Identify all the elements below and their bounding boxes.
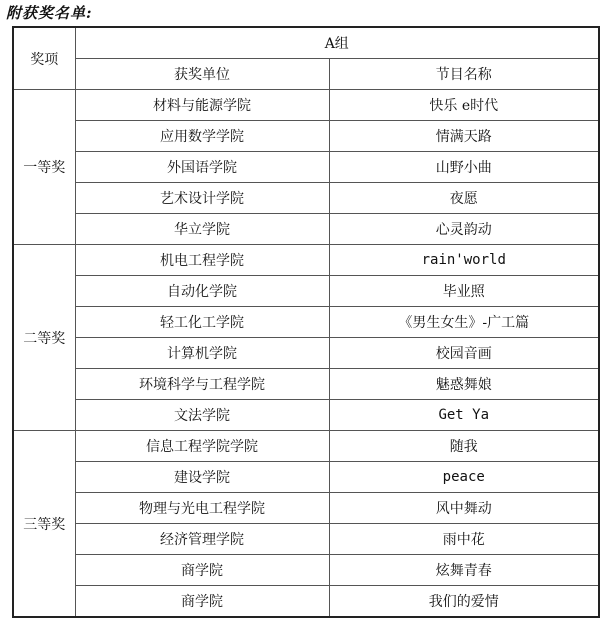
table-row [13, 524, 599, 555]
table-row [13, 555, 599, 586]
table-row [13, 493, 599, 524]
program-cell: 夜愿 [329, 183, 599, 214]
table-row [13, 121, 599, 152]
header-row-2 [13, 59, 599, 90]
program-cell: rain'world [329, 245, 599, 276]
award-tier-label: 二等奖 [13, 245, 75, 431]
program-cell: 雨中花 [329, 524, 599, 555]
table-row [13, 90, 599, 121]
page-heading: 附获奖名单: [6, 4, 93, 22]
program-cell: 随我 [329, 431, 599, 462]
unit-cell: 艺术设计学院 [75, 183, 329, 214]
unit-cell: 商学院 [75, 586, 329, 618]
unit-cell: 物理与光电工程学院 [75, 493, 329, 524]
table-row [13, 338, 599, 369]
table-row [13, 152, 599, 183]
program-cell: 山野小曲 [329, 152, 599, 183]
program-cell: 我们的爱情 [329, 586, 599, 618]
unit-cell: 计算机学院 [75, 338, 329, 369]
program-cell: 炫舞青春 [329, 555, 599, 586]
unit-cell: 材料与能源学院 [75, 90, 329, 121]
program-cell: 快乐 e时代 [329, 90, 599, 121]
program-cell: 心灵韵动 [329, 214, 599, 245]
unit-cell: 经济管理学院 [75, 524, 329, 555]
header-group: A组 [75, 27, 599, 59]
table-row [13, 400, 599, 431]
program-cell: peace [329, 462, 599, 493]
unit-cell: 信息工程学院学院 [75, 431, 329, 462]
table-row [13, 369, 599, 400]
program-cell: 《男生女生》-广工篇 [329, 307, 599, 338]
unit-cell: 应用数学学院 [75, 121, 329, 152]
table-row [13, 462, 599, 493]
unit-cell: 外国语学院 [75, 152, 329, 183]
program-cell: 风中舞动 [329, 493, 599, 524]
table-row [13, 183, 599, 214]
award-table [12, 26, 600, 618]
unit-cell: 环境科学与工程学院 [75, 369, 329, 400]
table-row [13, 307, 599, 338]
unit-cell: 华立学院 [75, 214, 329, 245]
unit-cell: 机电工程学院 [75, 245, 329, 276]
table-row [13, 245, 599, 276]
program-cell: 情满天路 [329, 121, 599, 152]
header-award-category: 奖项 [13, 27, 75, 90]
unit-cell: 文法学院 [75, 400, 329, 431]
table-row [13, 276, 599, 307]
table-row [13, 586, 599, 618]
program-cell: 魅惑舞娘 [329, 369, 599, 400]
award-tier-label: 三等奖 [13, 431, 75, 618]
header-program: 节目名称 [329, 59, 599, 90]
unit-cell: 自动化学院 [75, 276, 329, 307]
table-row [13, 214, 599, 245]
program-cell: 校园音画 [329, 338, 599, 369]
table-row [13, 431, 599, 462]
program-cell: 毕业照 [329, 276, 599, 307]
unit-cell: 建设学院 [75, 462, 329, 493]
header-row-1 [13, 27, 599, 59]
program-cell: Get Ya [329, 400, 599, 431]
header-unit: 获奖单位 [75, 59, 329, 90]
unit-cell: 轻工化工学院 [75, 307, 329, 338]
unit-cell: 商学院 [75, 555, 329, 586]
award-tier-label: 一等奖 [13, 90, 75, 245]
